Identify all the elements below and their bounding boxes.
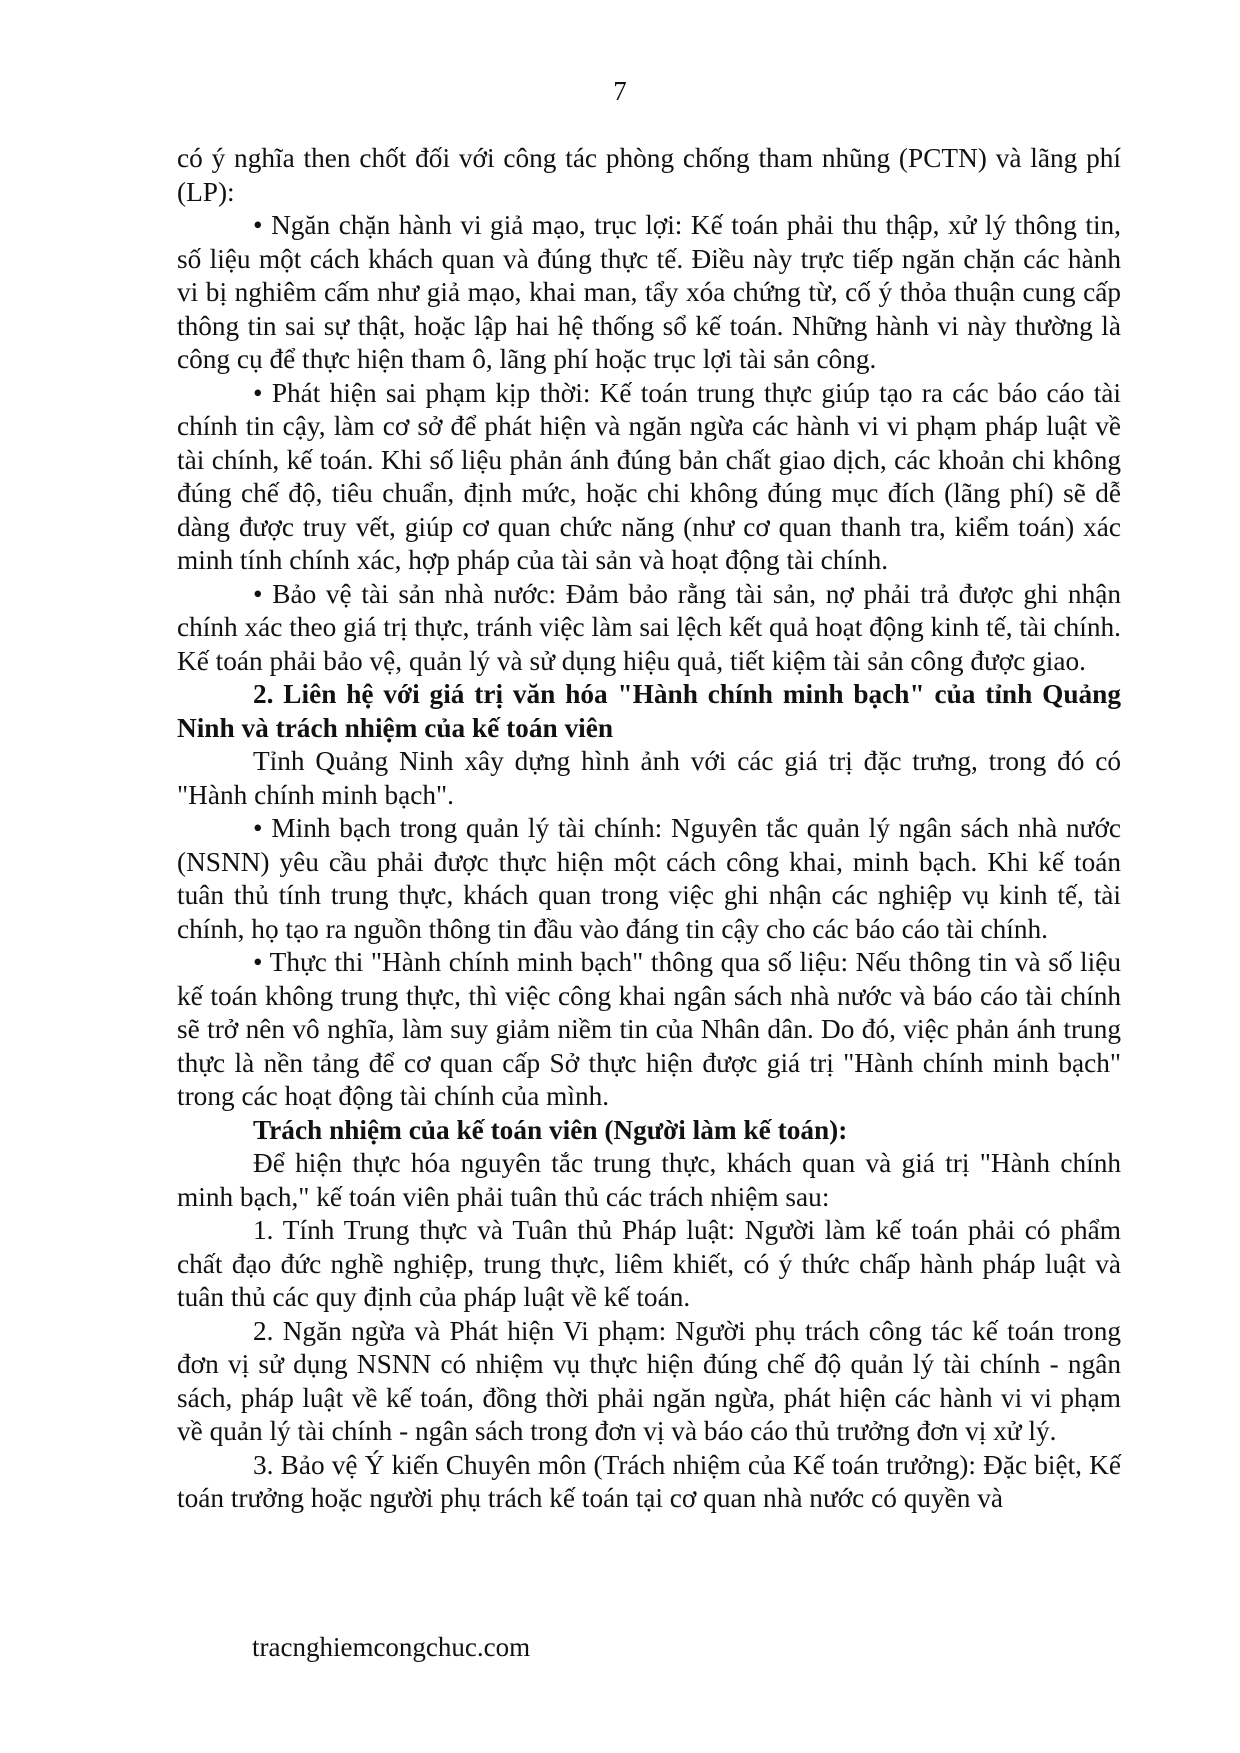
bullet-prevent-fraud: • Ngăn chặn hành vi giả mạo, trục lợi: Kế toán phải thu thập, xử lý thông tin, số liệu một cách khách quan và đúng thực tế. Điều này trực tiếp ngăn chặn các hành vi bị nghiêm cấm như giả mạo, khai man, tẩy xóa chứng từ, cố ý thỏa thuận cung cấp thông tin sai sự thật, hoặc lập hai hệ thống sổ kế toán. Những hành vi này thường là công cụ để thực hiện tham ô, lãng phí hoặc trục lợi tài sản công.	[177, 210, 1121, 374]
item-prevent-detect: 2. Ngăn ngừa và Phát hiện Vi phạm: Người phụ trách công tác kế toán trong đơn vị sử dụng NSNN có nhiệm vụ thực hiện đúng chế độ quản lý tài chính - ngân sách, pháp luật về kế toán, đồng thời phải ngăn ngừa, phát hiện các hành vi vi phạm về quản lý tài chính - ngân sách trong đơn vị và báo cáo thủ trưởng đơn vị xử lý.	[177, 1315, 1121, 1446]
bullet-detect-violations: • Phát hiện sai phạm kịp thời: Kế toán trung thực giúp tạo ra các báo cáo tài chính tin cậy, làm cơ sở để phát hiện và ngăn ngừa các hành vi vi phạm pháp luật về tài chính, kế toán. Khi số liệu phản ánh đúng bản chất giao dịch, các khoản chi không đúng chế độ, tiêu chuẩn, định mức, hoặc chi không đúng mục đích (lãng phí) sẽ dễ dàng được truy vết, giúp cơ quan chức năng (như cơ quan thanh tra, kiểm toán) xác minh tính chính xác, hợp pháp của tài sản và hoạt động tài chính.	[177, 377, 1121, 575]
item-honesty-compliance: 1. Tính Trung thực và Tuân thủ Pháp luật: Người làm kế toán phải có phẩm chất đạo đức nghề nghiệp, trung thực, liêm khiết, có ý thức chấp hành pháp luật và tuân thủ các quy định của pháp luật về kế toán.	[177, 1215, 1121, 1312]
document-body	[177, 142, 1121, 1516]
section-heading-2: 2. Liên hệ với giá trị văn hóa "Hành chính minh bạch" của tỉnh Quảng Ninh và trách nhiệm của kế toán viên	[177, 679, 1121, 743]
bullet-protect-assets: • Bảo vệ tài sản nhà nước: Đảm bảo rằng tài sản, nợ phải trả được ghi nhận chính xác theo giá trị thực, tránh việc làm sai lệch kết quả hoạt động kinh tế, tài chính. Kế toán phải bảo vệ, quản lý và sử dụng hiệu quả, tiết kiệm tài sản công được giao.	[177, 578, 1121, 676]
bullet-financial-transparency: • Minh bạch trong quản lý tài chính: Nguyên tắc quản lý ngân sách nhà nước (NSNN) yêu cầu phải được thực hiện một cách công khai, minh bạch. Khi kế toán tuân thủ tính trung thực, khách quan trong việc ghi nhận các nghiệp vụ kinh tế, tài chính, họ tạo ra nguồn thông tin đầu vào đáng tin cậy cho các báo cáo tài chính.	[177, 813, 1121, 944]
paragraph-responsibilities-intro: Để hiện thực hóa nguyên tắc trung thực, khách quan và giá trị "Hành chính minh bạch," kế toán viên phải tuân thủ các trách nhiệm sau:	[177, 1148, 1121, 1212]
footer-website: tracnghiemcongchuc.com	[252, 1632, 531, 1662]
page-number: 7	[613, 76, 627, 106]
paragraph-intro: có ý nghĩa then chốt đối với công tác phòng chống tham nhũng (PCTN) và lãng phí (LP):	[177, 143, 1121, 207]
paragraph-quang-ninh: Tỉnh Quảng Ninh xây dựng hình ảnh với các giá trị đặc trưng, trong đó có "Hành chính minh bạch".	[177, 746, 1121, 810]
subheading-responsibilities: Trách nhiệm của kế toán viên (Người làm kế toán):	[253, 1114, 848, 1145]
bullet-implementation: • Thực thi "Hành chính minh bạch" thông qua số liệu: Nếu thông tin và số liệu kế toán không trung thực, thì việc công khai ngân sách nhà nước và báo cáo tài chính sẽ trở nên vô nghĩa, làm suy giảm niềm tin của Nhân dân. Do đó, việc phản ánh trung thực là nền tảng để cơ quan cấp Sở thực hiện được giá trị "Hành chính minh bạch" trong các hoạt động tài chính của mình.	[177, 947, 1121, 1111]
item-protect-opinion: 3. Bảo vệ Ý kiến Chuyên môn (Trách nhiệm của Kế toán trưởng): Đặc biệt, Kế toán trưởng hoặc người phụ trách kế toán tại cơ quan nhà nước có quyền và	[177, 1449, 1121, 1513]
